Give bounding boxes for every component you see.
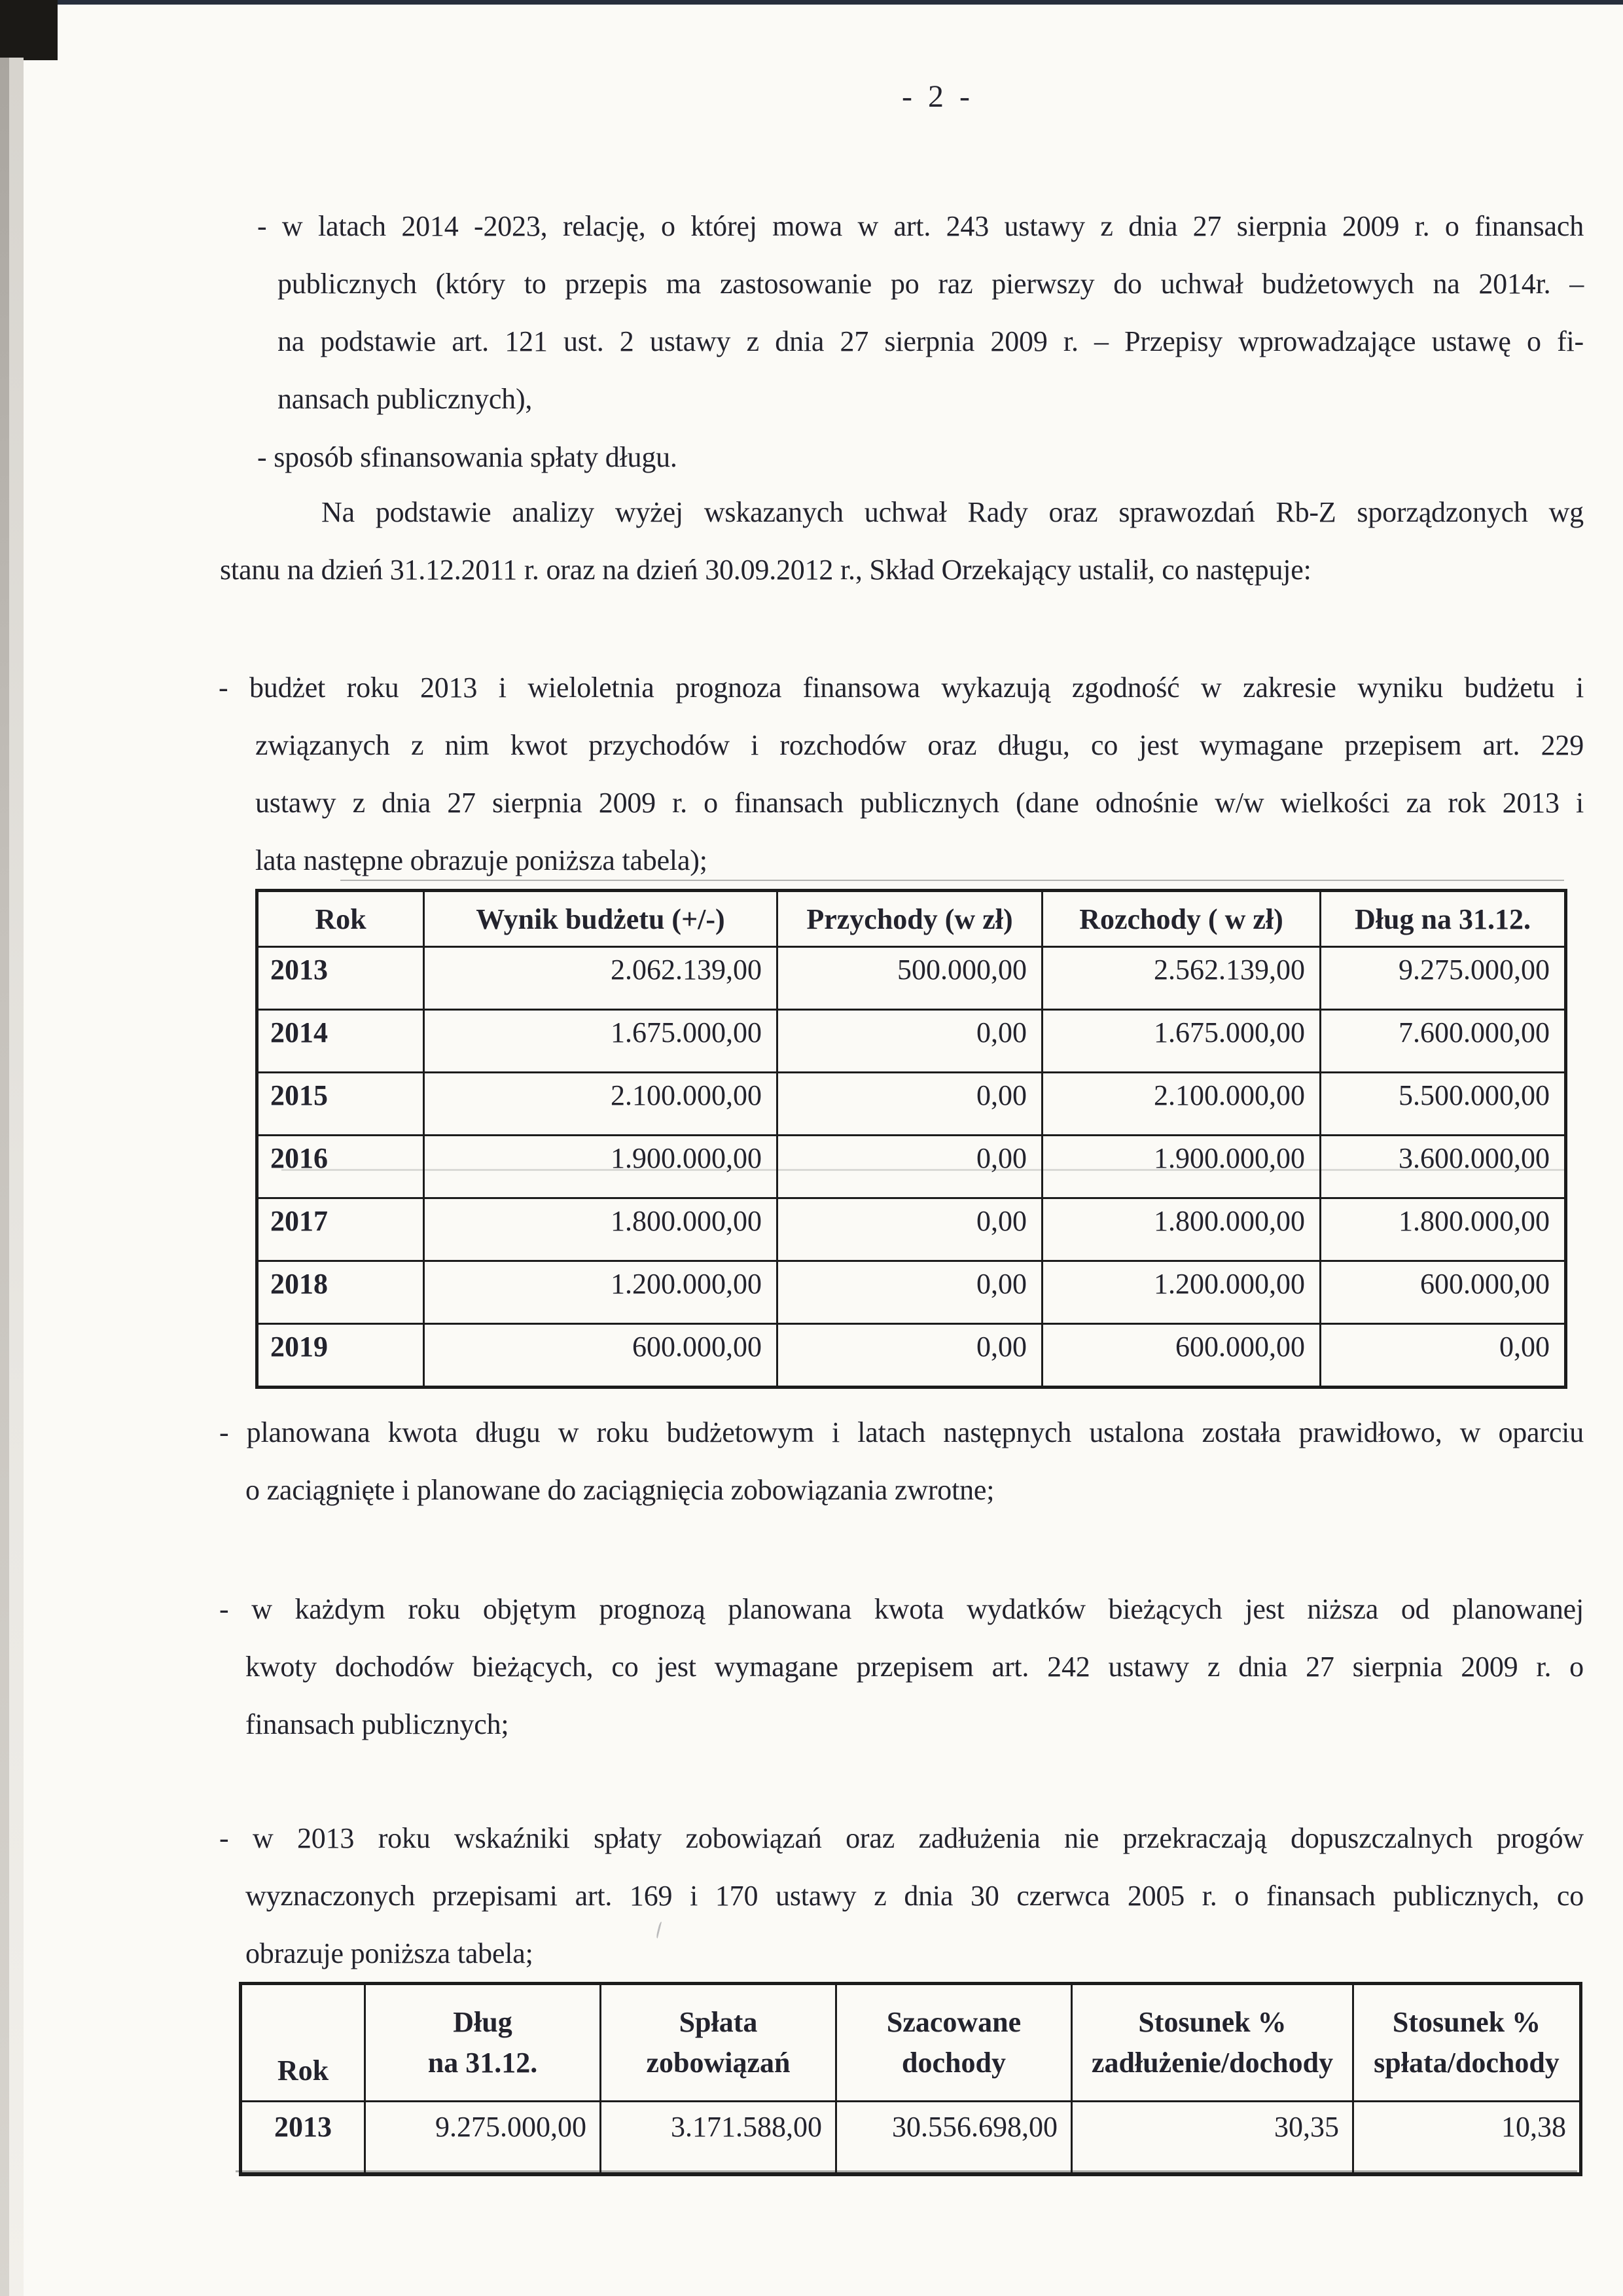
scan-artifact-top-edge [0, 0, 1623, 5]
table-cell: 2018 [257, 1261, 424, 1324]
header-line: dochody [902, 2047, 1006, 2079]
debt-ratio-table [239, 1982, 1582, 2176]
text-line: - w latach 2014 -2023, relację, o której mowa w art. 243 ustawy z dnia 27 sierpnia 2009 r. o finansach [257, 210, 1584, 242]
header-line: Stosunek % [1392, 2006, 1541, 2038]
table-cell: 2.100.000,00 [1043, 1073, 1321, 1136]
text-line: publicznych (który to przepis ma zastosowanie po raz pierwszy do uchwał budżetowych na 2014r. – [277, 268, 1584, 300]
text-line: nansach publicznych), [277, 383, 533, 415]
table-cell: 0,00 [777, 1324, 1043, 1388]
header-line: Spłata [679, 2006, 758, 2038]
table-row [257, 947, 1566, 1010]
column-header-przychody: Przychody (w zł) [777, 891, 1043, 947]
table-cell: 2017 [257, 1198, 424, 1261]
table-cell: 7.600.000,00 [1321, 1010, 1566, 1073]
header-line: Stosunek % [1138, 2006, 1287, 2038]
scan-artifact-corner [0, 0, 58, 60]
table-cell: 1.800.000,00 [1321, 1198, 1566, 1261]
text-line: - budżet roku 2013 i wieloletnia prognoza finansowa wykazują zgodność w zakresie wyniku budżetu i [219, 672, 1584, 704]
table-cell: 2016 [257, 1136, 424, 1198]
text-line: - planowana kwota długu w roku budżetowym i latach następnych ustalona została prawidłowo, w oparciu [219, 1416, 1584, 1448]
table-header-row [241, 1984, 1581, 2102]
table-cell: 1.675.000,00 [1043, 1010, 1321, 1073]
table-cell: 0,00 [777, 1010, 1043, 1073]
column-header-szacowane-dochody [836, 1984, 1072, 2102]
table-cell: 30,35 [1072, 2102, 1353, 2175]
table-cell: 10,38 [1353, 2102, 1581, 2175]
column-header-splata [601, 1984, 836, 2102]
table-cell: 600.000,00 [1043, 1324, 1321, 1388]
table-cell: 0,00 [777, 1073, 1043, 1136]
text-line: kwoty dochodów bieżących, co jest wymagane przepisem art. 242 ustawy z dnia 27 sierpnia 2009 r. o [245, 1651, 1584, 1683]
column-header-stosunek-splata [1353, 1984, 1581, 2102]
table-row [257, 1136, 1566, 1198]
table-cell: 2013 [257, 947, 424, 1010]
table-cell: 0,00 [1321, 1324, 1566, 1388]
header-line: spłata/dochody [1374, 2047, 1560, 2079]
table-row [257, 1324, 1566, 1388]
table-cell: 1.900.000,00 [424, 1136, 777, 1198]
table-cell: 1.675.000,00 [424, 1010, 777, 1073]
paragraph-wydatki-biezace [219, 1581, 1584, 1753]
column-header-dlug [365, 1984, 601, 2102]
text-line: stanu na dzień 31.12.2011 r. oraz na dzień 30.09.2012 r., Skład Orzekający ustalił, co następuje: [220, 554, 1311, 586]
table-cell: 9.275.000,00 [1321, 947, 1566, 1010]
column-header-dlug: Dług na 31.12. [1321, 891, 1566, 947]
table-cell: 2019 [257, 1324, 424, 1388]
table-cell: 3.171.588,00 [601, 2102, 836, 2175]
table-row [241, 2102, 1581, 2175]
text-line: Na podstawie analizy wyżej wskazanych uchwał Rady oraz sprawozdań Rb-Z sporządzonych wg [321, 496, 1584, 528]
budget-forecast-table [255, 889, 1567, 1389]
table-cell: 2014 [257, 1010, 424, 1073]
header-line: Szacowane [886, 2006, 1022, 2038]
table-cell: 2015 [257, 1073, 424, 1136]
table-header-row [257, 891, 1566, 947]
table-row [257, 1198, 1566, 1261]
text-line: wyznaczonych przepisami art. 169 i 170 ustawy z dnia 30 czerwca 2005 r. o finansach publicznych, co [245, 1880, 1584, 1912]
scan-artifact-left-edge [9, 58, 24, 2296]
paragraph-sposob-sfinansowania [257, 429, 1584, 486]
header-line: zobowiązań [646, 2047, 791, 2079]
table-cell: 2.100.000,00 [424, 1073, 777, 1136]
text-line: - w 2013 roku wskaźniki spłaty zobowiązań oraz zadłużenia nie przekraczają dopuszczalnych progów [219, 1822, 1584, 1854]
text-line: o zaciągnięte i planowane do zaciągnięcia zobowiązania zwrotne; [245, 1474, 995, 1506]
column-header-wynik-budzetu: Wynik budżetu (+/-) [424, 891, 777, 947]
text-line: ustawy z dnia 27 sierpnia 2009 r. o finansach publicznych (dane odnośnie w/w wielkości za rok 2013 i [255, 787, 1584, 819]
table-cell: 30.556.698,00 [836, 2102, 1072, 2175]
table-cell: 9.275.000,00 [365, 2102, 601, 2175]
table-row [257, 1261, 1566, 1324]
table-row [257, 1010, 1566, 1073]
table-cell: 5.500.000,00 [1321, 1073, 1566, 1136]
text-line: lata następne obrazuje poniższa tabela); [255, 844, 707, 876]
column-header-rok: Rok [257, 891, 424, 947]
header-line: Dług [453, 2006, 512, 2038]
column-header-stosunek-zadluzenie [1072, 1984, 1353, 2102]
text-line: na podstawie art. 121 ust. 2 ustawy z dnia 27 sierpnia 2009 r. – Przepisy wprowadzające ustawę o fi- [277, 325, 1584, 357]
table-cell: 2.562.139,00 [1043, 947, 1321, 1010]
table-cell: 1.800.000,00 [1043, 1198, 1321, 1261]
header-line: zadłużenie/dochody [1091, 2047, 1334, 2079]
table-cell: 600.000,00 [1321, 1261, 1566, 1324]
table-cell: 1.200.000,00 [1043, 1261, 1321, 1324]
table-cell: 0,00 [777, 1198, 1043, 1261]
column-header-rozchody: Rozchody ( w zł) [1043, 891, 1321, 947]
text-line: - sposób sfinansowania spłaty długu. [257, 441, 677, 473]
text-line: związanych z nim kwot przychodów i rozchodów oraz długu, co jest wymagane przepisem art. 229 [255, 729, 1584, 761]
table-cell: 0,00 [777, 1136, 1043, 1198]
table-cell: 1.900.000,00 [1043, 1136, 1321, 1198]
table-cell: 0,00 [777, 1261, 1043, 1324]
table-cell: 2.062.139,00 [424, 947, 777, 1010]
table-cell: 1.800.000,00 [424, 1198, 777, 1261]
paragraph-relation-2014-2023 [257, 198, 1584, 428]
column-header-rok: Rok [241, 1984, 365, 2102]
paragraph-planowana-kwota-dlugu [219, 1404, 1584, 1519]
text-line: obrazuje poniższa tabela; [245, 1937, 533, 1969]
header-line: na 31.12. [427, 2047, 538, 2079]
table-cell: 600.000,00 [424, 1324, 777, 1388]
table-cell: 2013 [241, 2102, 365, 2175]
paragraph-na-podstawie-analizy [220, 484, 1584, 599]
paragraph-wskazniki-splaty [219, 1810, 1584, 1982]
table-cell: 3.600.000,00 [1321, 1136, 1566, 1198]
text-line: - w każdym roku objętym prognozą planowana kwota wydatków bieżących jest niższa od planowanej [219, 1593, 1584, 1625]
text-line: finansach publicznych; [245, 1708, 509, 1740]
page-number: - 2 - [902, 79, 974, 114]
table-cell: 1.200.000,00 [424, 1261, 777, 1324]
table-cell: 500.000,00 [777, 947, 1043, 1010]
scan-artifact-left-edge [0, 58, 9, 2296]
paragraph-budzet-2013-prognoza [219, 659, 1584, 889]
table-row [257, 1073, 1566, 1136]
